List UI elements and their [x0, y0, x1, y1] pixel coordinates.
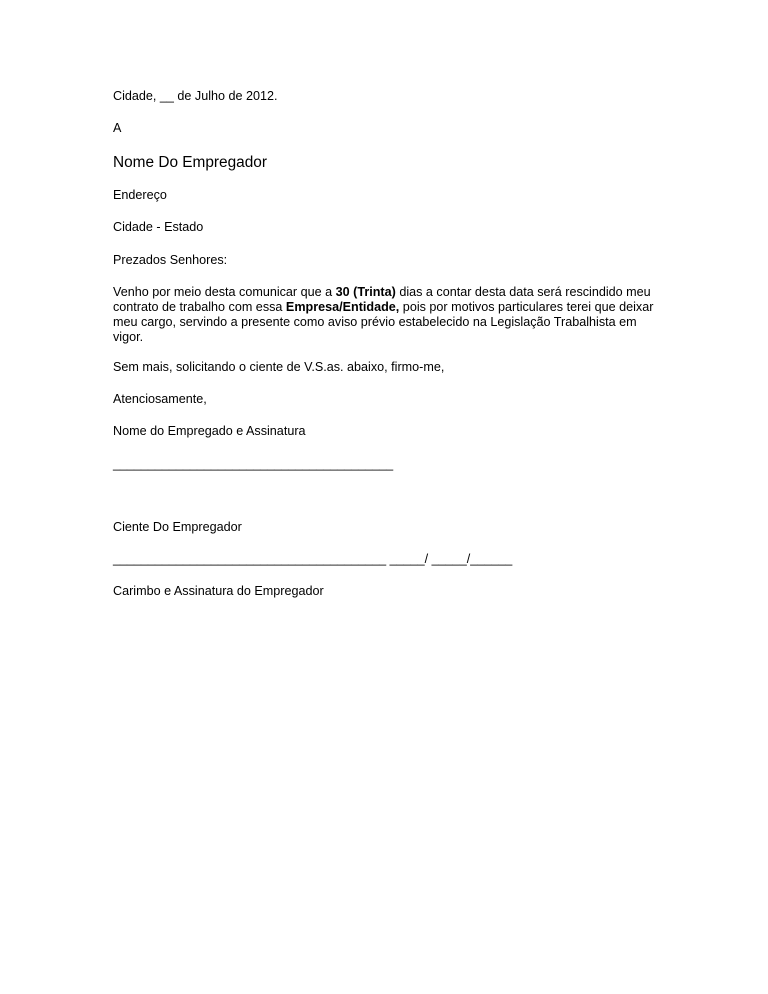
body-bold-1: 30 (Trinta) — [335, 285, 396, 299]
body-text-3: contrato de trabalho com essa — [113, 300, 286, 314]
employer-ack-line: _______________________________________ _____/ _____/______ — [113, 552, 513, 566]
employer-name: Nome Do Empregador — [113, 154, 267, 171]
body-line-1 — [113, 285, 658, 300]
address-line: Endereço — [113, 188, 167, 202]
city-state-line: Cidade - Estado — [113, 220, 204, 234]
salutation: Prezados Senhores: — [113, 253, 228, 267]
body-line-3 — [113, 315, 658, 330]
date-line: Cidade, __ de Julho de 2012. — [113, 89, 278, 103]
body-text-2: dias a contar desta data será rescindido meu — [395, 285, 651, 299]
body-text-5: meu cargo, servindo a presente como aviso prévio estabelecido na Legislação Trabalhista em — [113, 315, 637, 329]
body-bold-2: Empresa/Entidade, — [285, 300, 400, 314]
body-text-1: Venho por meio desta comunicar que a — [113, 285, 336, 299]
employee-signature-line: ________________________________________ — [113, 457, 394, 471]
recipient-prefix: A — [113, 121, 122, 135]
body-text-6: vigor. — [113, 330, 144, 344]
stamp-signature-label: Carimbo e Assinatura do Empregador — [113, 584, 324, 598]
body-text-4: pois por motivos particulares terei que deixar — [399, 300, 654, 314]
closing: Atenciosamente, — [113, 392, 207, 406]
body-line-2 — [113, 300, 658, 315]
body-line-4 — [113, 330, 658, 345]
employee-signature-label: Nome do Empregado e Assinatura — [113, 424, 306, 438]
body-paragraph — [113, 285, 658, 345]
closing-request: Sem mais, solicitando o ciente de V.S.as. abaixo, firmo-me, — [113, 360, 445, 374]
employer-ack-label: Ciente Do Empregador — [113, 520, 242, 534]
